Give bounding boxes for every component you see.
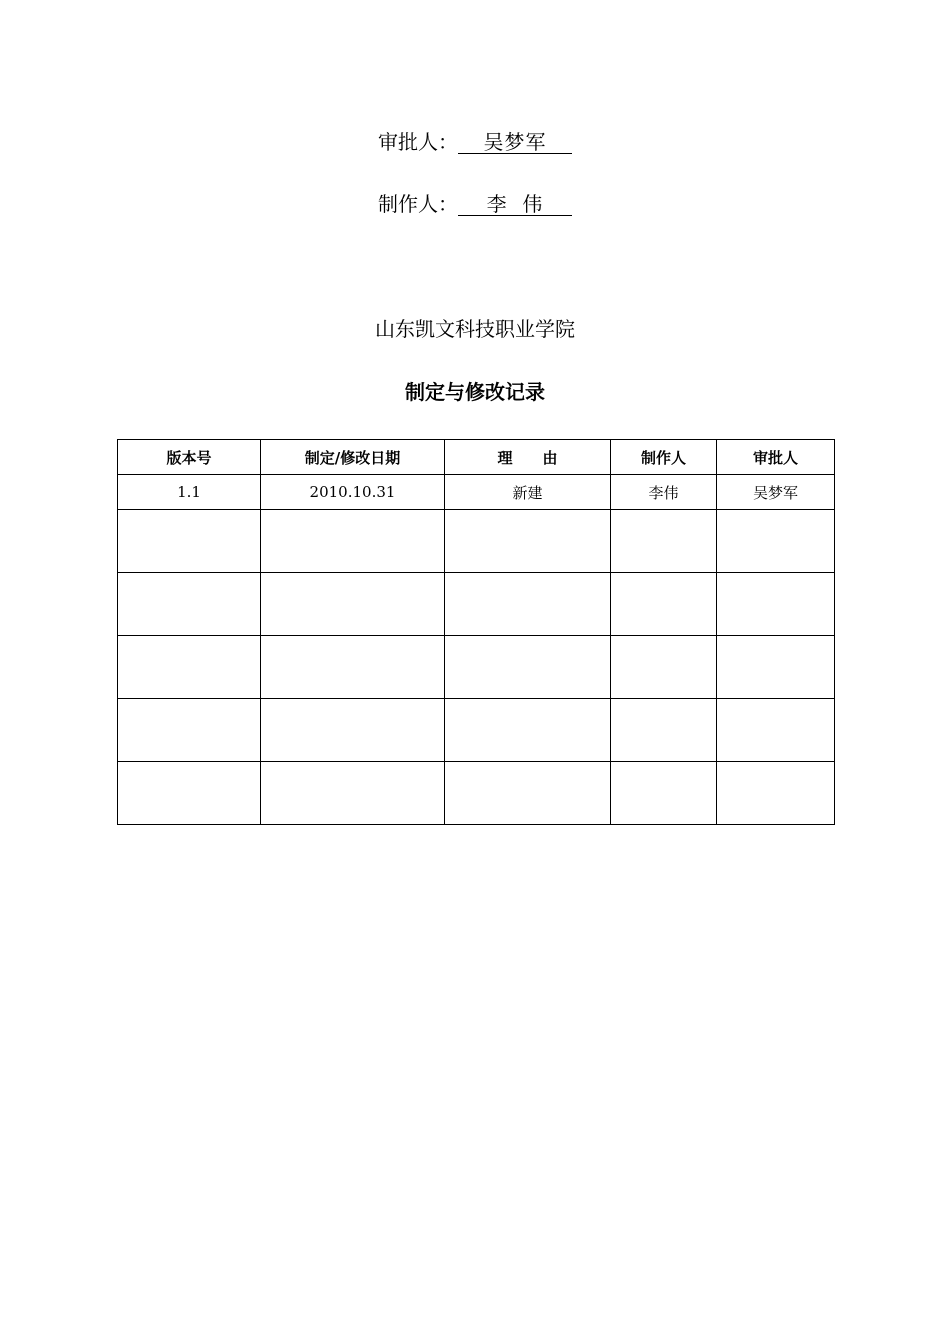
table-row — [118, 699, 835, 762]
table-row — [118, 573, 835, 636]
cell-approver — [717, 510, 835, 573]
cell-version — [118, 510, 261, 573]
table-row — [118, 510, 835, 573]
record-title: 制定与修改记录 — [405, 380, 545, 404]
cell-approver — [717, 573, 835, 636]
cell-date — [261, 573, 445, 636]
approver-line — [0, 129, 950, 155]
cell-reason: 新建 — [445, 475, 611, 510]
cell-reason — [445, 636, 611, 699]
approver-label: 审批人： — [378, 130, 458, 154]
cell-approver: 吴梦军 — [717, 475, 835, 510]
cell-approver — [717, 699, 835, 762]
cell-date — [261, 762, 445, 825]
cell-reason — [445, 762, 611, 825]
cell-maker: 李伟 — [611, 475, 717, 510]
cell-maker — [611, 510, 717, 573]
cell-reason — [445, 510, 611, 573]
table-header-row — [118, 440, 835, 475]
cell-reason — [445, 573, 611, 636]
maker-name: 李 伟 — [458, 193, 572, 216]
header-reason: 理 由 — [445, 440, 611, 475]
cell-maker — [611, 762, 717, 825]
cell-version — [118, 762, 261, 825]
cell-version — [118, 699, 261, 762]
cell-approver — [717, 636, 835, 699]
cell-maker — [611, 636, 717, 699]
header-approver: 审批人 — [717, 440, 835, 475]
table-row — [118, 762, 835, 825]
organization-name: 山东凯文科技职业学院 — [375, 317, 575, 341]
cell-reason — [445, 699, 611, 762]
cell-version: 1.1 — [118, 475, 261, 510]
cell-version — [118, 636, 261, 699]
cell-maker — [611, 573, 717, 636]
cell-maker — [611, 699, 717, 762]
maker-label: 制作人： — [378, 192, 458, 216]
cell-date — [261, 699, 445, 762]
cell-date: 2010.10.31 — [261, 475, 445, 510]
cell-version — [118, 573, 261, 636]
table-row — [118, 636, 835, 699]
header-date: 制定/修改日期 — [261, 440, 445, 475]
table-row — [118, 475, 835, 510]
approver-name: 吴梦军 — [458, 131, 572, 154]
cell-date — [261, 636, 445, 699]
header-version: 版本号 — [118, 440, 261, 475]
revision-record-table — [117, 439, 835, 825]
cell-date — [261, 510, 445, 573]
cell-approver — [717, 762, 835, 825]
header-maker: 制作人 — [611, 440, 717, 475]
maker-line — [0, 191, 950, 217]
